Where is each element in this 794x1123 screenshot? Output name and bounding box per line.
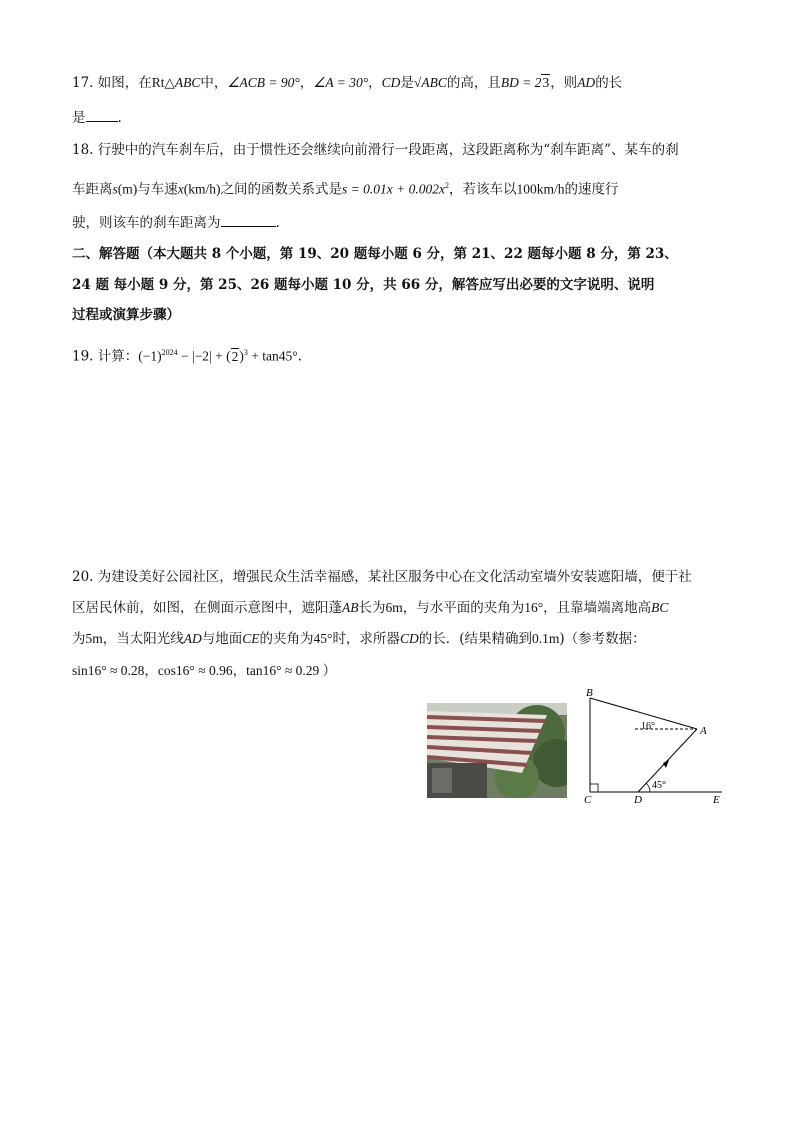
text: . (117, 110, 122, 126)
text: 与车速 (137, 181, 178, 198)
text: 的夹角为 (259, 631, 314, 647)
text: 区居民休前，如图，在侧面示意图中，遮阳蓬 (72, 600, 342, 616)
math: AB (342, 600, 359, 615)
text: ，若该车以 (448, 181, 517, 198)
text: 为 (72, 631, 86, 647)
q20-line1 (72, 567, 692, 587)
text: 19. 计算： (72, 348, 139, 365)
label-angle-16: 16° (641, 721, 655, 732)
math: ∠ACB = 90° (227, 75, 300, 90)
text: ， (299, 75, 314, 91)
text: 驶，则该车的刹车距离为 (72, 215, 221, 231)
text: 如图，在 (97, 75, 152, 91)
q20-line3 (72, 629, 646, 649)
text: 中， (200, 75, 228, 91)
q17-line1 (72, 73, 622, 93)
label-a: A (700, 725, 707, 737)
text: 的高，且 (446, 75, 501, 91)
math: ) (239, 348, 244, 364)
answer-blank[interactable] (86, 109, 118, 122)
text: . (275, 215, 280, 231)
math: (km/h) (183, 181, 221, 197)
math: (−1) (138, 348, 162, 364)
text: 之间的函数关系式是 (220, 181, 343, 198)
q18-line3 (72, 213, 280, 233)
math: 100km/h (516, 181, 565, 197)
text: )（参考数据： (559, 631, 646, 647)
section-heading-line3 (72, 305, 180, 325)
math: s (112, 181, 118, 197)
math: 3 (542, 75, 550, 90)
label-b: B (586, 687, 593, 699)
math: 5m (85, 631, 103, 646)
math: CD (399, 631, 419, 646)
angle-arc-45 (646, 783, 650, 792)
math: 0.1m (531, 631, 560, 646)
q20-line4 (72, 661, 336, 681)
text: 时，求所器 (332, 631, 400, 647)
text: 24 题 每小题 9 分，第 25、26 题每小题 10 分，共 66 分，解答应写出必要的文字说明、说明 (72, 277, 655, 293)
math: BC (651, 600, 669, 615)
reference-data: sin16° ≈ 0.28，cos16° ≈ 0.96，tan16° ≈ 0.29 ） (72, 663, 337, 678)
math: ABC (174, 75, 201, 90)
math: CD (381, 75, 401, 90)
text: 二、解答题（本大题共 8 个小题，第 19、20 题每小题 6 分，第 21、22 题每小题 8 分，第 23、 (72, 246, 678, 262)
q17-line2 (72, 108, 122, 128)
math: 3 (243, 348, 248, 357)
text: . (297, 348, 302, 365)
label-angle-45: 45° (652, 780, 666, 791)
text: 与地面 (201, 631, 243, 647)
math: (m) (117, 181, 138, 197)
math: x (177, 181, 184, 197)
label-d: D (634, 794, 642, 806)
line-ad (638, 729, 697, 792)
text: 的速度行 (564, 181, 619, 198)
text: 过程或演算步骤） (72, 307, 180, 323)
text: 18. 行驶中的汽车刹车后，由于惯性还会继续向前滑行一段距离，这段距离称为“刹车距离”、某车的刹 (72, 142, 679, 158)
text: 车距离 (72, 181, 113, 198)
math: 2 (444, 181, 449, 190)
math: + tan45° (247, 348, 298, 364)
arrow-icon (663, 760, 669, 768)
math: − |−2| + ( (177, 348, 231, 364)
math: √ABC (413, 75, 447, 90)
text: 长为 (358, 600, 386, 616)
math: AD (183, 631, 202, 646)
text: 20. 为建设美好公园社区，增强民众生活幸福感，某社区服务中心在文化活动室墙外安装遮阳墙，便于社 (72, 569, 692, 585)
q19-line (72, 343, 302, 367)
right-angle-mark (590, 784, 598, 792)
math: 2 (231, 348, 239, 364)
text: 是 (400, 75, 414, 91)
label-e: E (713, 794, 720, 806)
math: Rt△ (151, 75, 175, 90)
math: s = 0.01x + 0.002x (342, 181, 445, 197)
math: 2024 (161, 348, 178, 357)
math: CE (242, 631, 260, 646)
text: 是 (72, 110, 86, 126)
section-heading-line1 (72, 244, 678, 264)
q18-line1 (72, 140, 679, 160)
text: ，则 (550, 75, 578, 91)
text: ，与水平面的夹角为 (402, 600, 525, 616)
math: 6m (385, 600, 403, 615)
q17-number: 17. (72, 75, 94, 91)
math: 45° (313, 631, 333, 646)
text: ，当太阳光线 (102, 631, 184, 647)
q18-line2 (72, 176, 619, 200)
text: 的长 (595, 75, 623, 91)
label-c: C (584, 794, 592, 806)
geometry-figure (580, 684, 730, 806)
q20-line2 (72, 598, 668, 618)
section-heading-line2 (72, 275, 654, 295)
text: ，且靠墙端离地高 (543, 600, 652, 616)
text: ， (368, 75, 382, 91)
math: BD = 2 (500, 75, 542, 90)
math: ∠A = 30° (313, 75, 369, 90)
text: 的长．(结果精确到 (418, 631, 532, 647)
awning-photo (427, 703, 567, 798)
math: 16° (524, 600, 544, 615)
answer-blank[interactable] (221, 214, 276, 227)
math: AD (577, 75, 596, 90)
